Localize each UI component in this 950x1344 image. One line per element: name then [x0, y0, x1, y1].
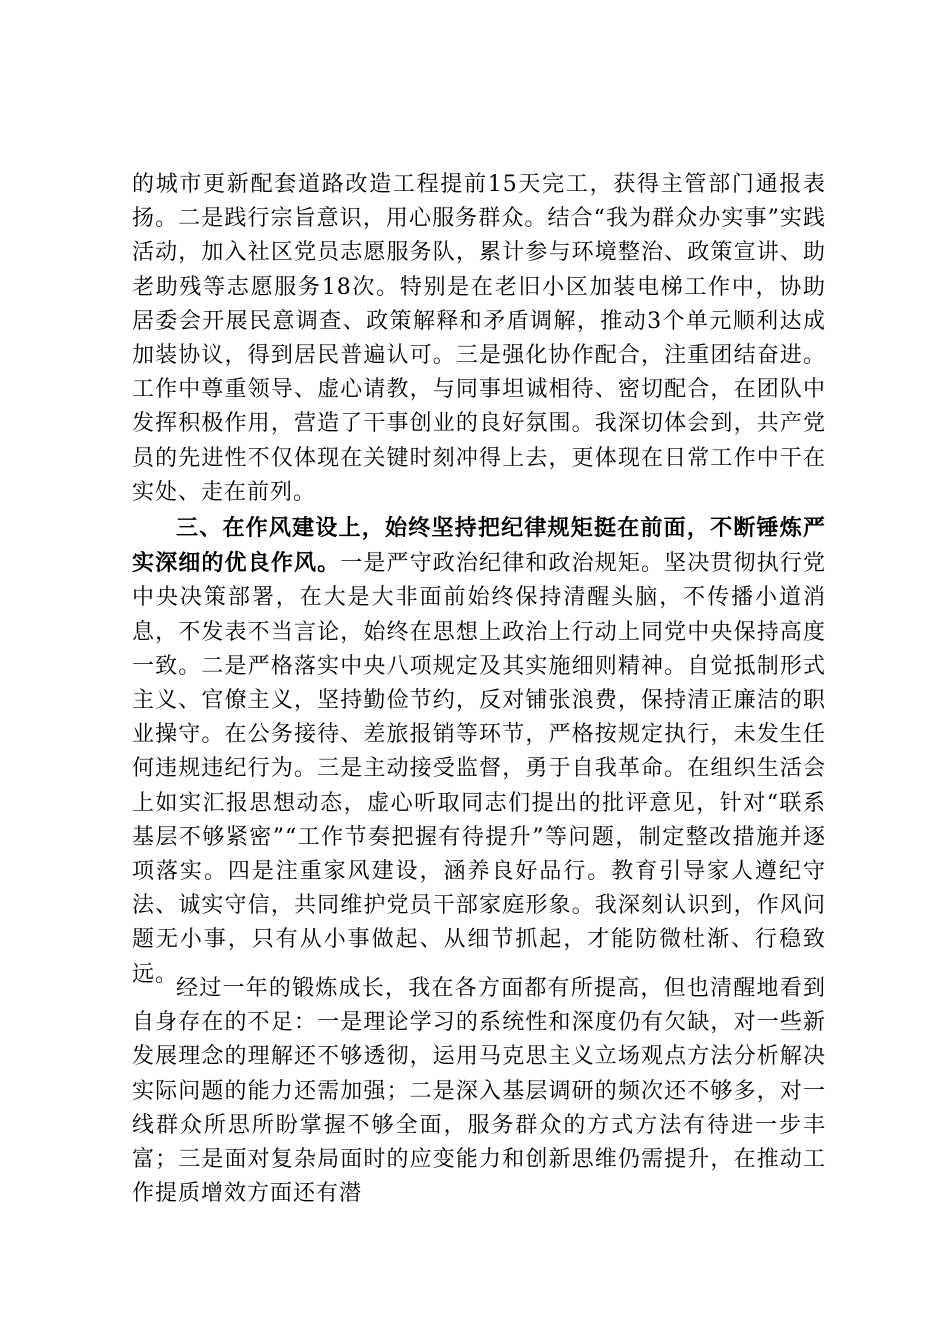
- paragraph-1: [132, 168, 826, 510]
- paragraph-2-text: 一是严守政治纪律和政治规矩。坚决贯彻执行党中央决策部署，在大是大非面前始终保持清醒头脑，不传播小道消息，不发表不当言论，始终在思想上政治上行动上同党中央保持高度一致。二是严格落实中央八项规定及其实施细则精神。自觉抵制形式主义、官僚主义，坚持勤俭节约，反对铺张浪费，保持清正廉洁的职业操守。在公务接待、差旅报销等环节，严格按规定执行，未发生任何违规违纪行为。三是主动接受监督，勇于自我革命。在组织生活会上如实汇报思想动态，虚心听取同志们提出的批评意见，针对“联系基层不够紧密”“工作节奏把握有待提升”等问题，制定整改措施并逐项落实。四是注重家风建设，涵养良好品行。教育引导家人遵纪守法、诚实守信，共同维护党员干部家庭形象。我深刻认识到，作风问题无小事，只有从小事做起、从细节抓起，才能防微杜渐、行稳致远。: [132, 551, 826, 987]
- section-heading: 三、在作风建设上，始终坚持把纪律规矩挺在前面，不断锤炼严实深细的优良作风。: [132, 515, 826, 577]
- paragraph-3: [132, 972, 826, 1211]
- paragraph-3-text: 经过一年的锻炼成长，我在各方面都有所提高，但也清醒地看到自身存在的不足：一是理论学习的系统性和深度仍有欠缺，对一些新发展理念的理解还不够透彻，运用马克思主义立场观点方法分析解决实际问题的能力还需加强；二是深入基层调研的频次还不够多，对一线群众所思所盼掌握不够全面，服务群众的方式方法有待进一步丰富；三是面对复杂局面时的应变能力和创新思维仍需提升，在推动工作提质增效方面还有潜: [132, 976, 826, 1207]
- paragraph-2: [132, 511, 826, 992]
- paragraph-1-text: 的城市更新配套道路改造工程提前15天完工，获得主管部门通报表扬。二是践行宗旨意识，用心服务群众。结合“我为群众办实事”实践活动，加入社区党员志愿服务队，累计参与环境整治、政策宣讲、助老助残等志愿服务18次。特别是在老旧小区加装电梯工作中，协助居委会开展民意调查、政策解释和矛盾调解，推动3个单元顺利达成加装协议，得到居民普遍认可。三是强化协作配合，注重团结奋进。工作中尊重领导、虚心请教，与同事坦诚相待、密切配合，在团队中发挥积极作用，营造了干事创业的良好氛围。我深切体会到，共产党员的先进性不仅体现在关键时刻冲得上去，更体现在日常工作中干在实处、走在前列。: [132, 172, 826, 505]
- paragraph-2-body: [132, 511, 826, 992]
